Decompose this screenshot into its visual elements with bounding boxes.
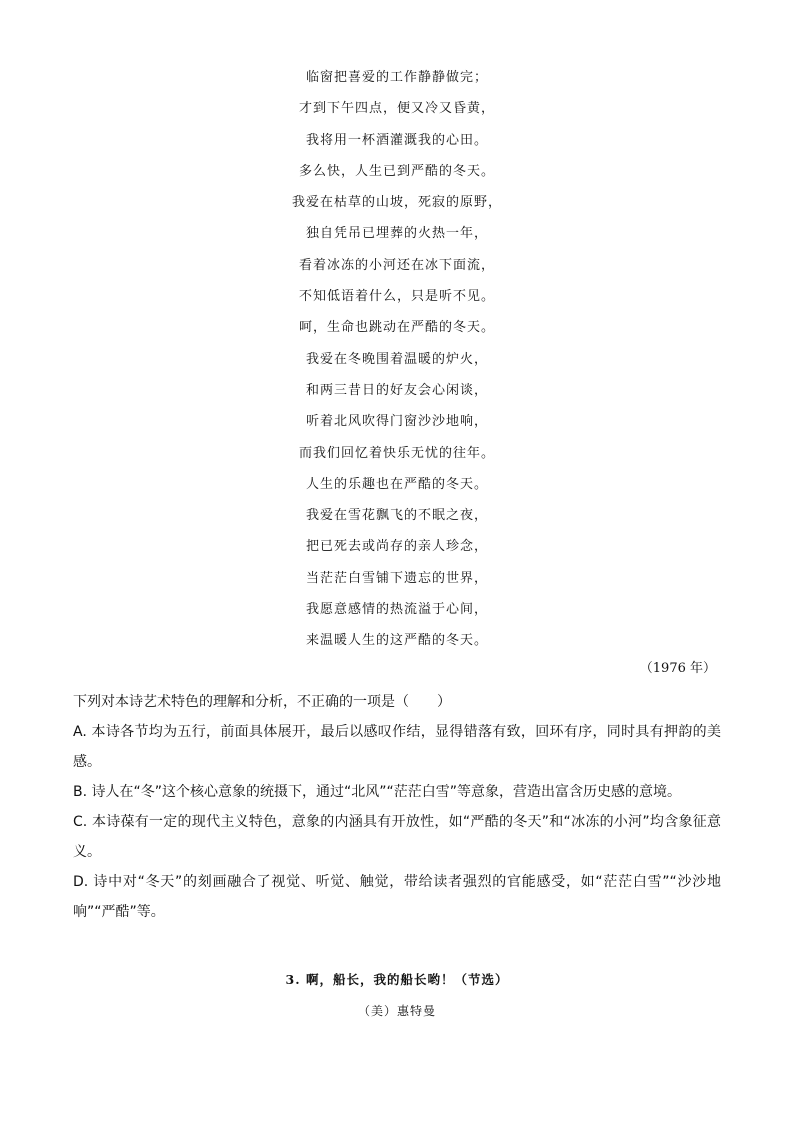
option-b: B. 诗人在“冬”这个核心意象的统摄下，通过“北风”“茫茫白雪”等意象，营造出富含历史感的意境。 bbox=[73, 784, 682, 800]
poem-line: 我将用一杯酒灌溉我的心田。 bbox=[305, 132, 488, 148]
poem-line: 我爱在枯草的山坡，死寂的原野， bbox=[291, 195, 502, 211]
poem-line: 当茫茫白雪铺下遗忘的世界， bbox=[305, 570, 488, 586]
poem-line: 我爱在雪花飘飞的不眠之夜， bbox=[305, 508, 488, 524]
poem-line: 把已死去或尚存的亲人珍念， bbox=[305, 539, 488, 555]
poem-line: 我愿意感情的热流溢于心间， bbox=[305, 602, 488, 618]
poem-line: 不知低语着什么，只是听不见。 bbox=[298, 289, 495, 305]
option-d: D. 诗中对“冬天”的刻画融合了视觉、听觉、触觉，带给读者强烈的官能感受，如“茫茫白雪”“沙沙地响”“严酷”等。 bbox=[73, 874, 721, 920]
poem-line: 而我们回忆着快乐无忧的往年。 bbox=[298, 445, 495, 461]
poem-line: 独自凭吊已埋葬的火热一年， bbox=[305, 226, 488, 242]
poem bbox=[0, 62, 794, 657]
option-c: C. 本诗葆有一定的现代主义特色，意象的内涵具有开放性，如“严酷的冬天”和“冰冻的小河”均含象征意义。 bbox=[73, 814, 721, 860]
poem-line: 和两三昔日的好友会心闲谈， bbox=[305, 382, 488, 398]
poem-line: 才到下午四点，便又冷又昏黄， bbox=[298, 101, 495, 117]
section-author: （美）惠特曼 bbox=[357, 1004, 436, 1018]
poem-line: 多么快，人生已到严酷的冬天。 bbox=[298, 163, 495, 179]
question-block bbox=[73, 687, 721, 927]
poem-line: 来温暖人生的这严酷的冬天。 bbox=[305, 633, 488, 649]
option-a: A. 本诗各节均为五行，前面具体展开，最后以感叹作结，显得错落有致，回环有序，同时具有押韵的美感。 bbox=[73, 724, 721, 770]
poem-line: 人生的乐趣也在严酷的冬天。 bbox=[305, 476, 488, 492]
poem-year: （1976 年） bbox=[639, 661, 716, 676]
question-stem: 下列对本诗艺术特色的理解和分析，不正确的一项是（ ） bbox=[73, 694, 451, 710]
poem-line: 听着北风吹得门窗沙沙地响， bbox=[305, 414, 488, 430]
poem-line: 呵，生命也跳动在严酷的冬天。 bbox=[298, 320, 495, 336]
poem-line: 临窗把喜爱的工作静静做完； bbox=[305, 70, 488, 85]
section-title: 3. 啊，船长，我的船长哟！（节选） bbox=[285, 972, 509, 987]
poem-line: 看着冰冻的小河还在冰下面流， bbox=[298, 257, 495, 273]
poem-line: 我爱在冬晚围着温暖的炉火， bbox=[305, 351, 488, 367]
